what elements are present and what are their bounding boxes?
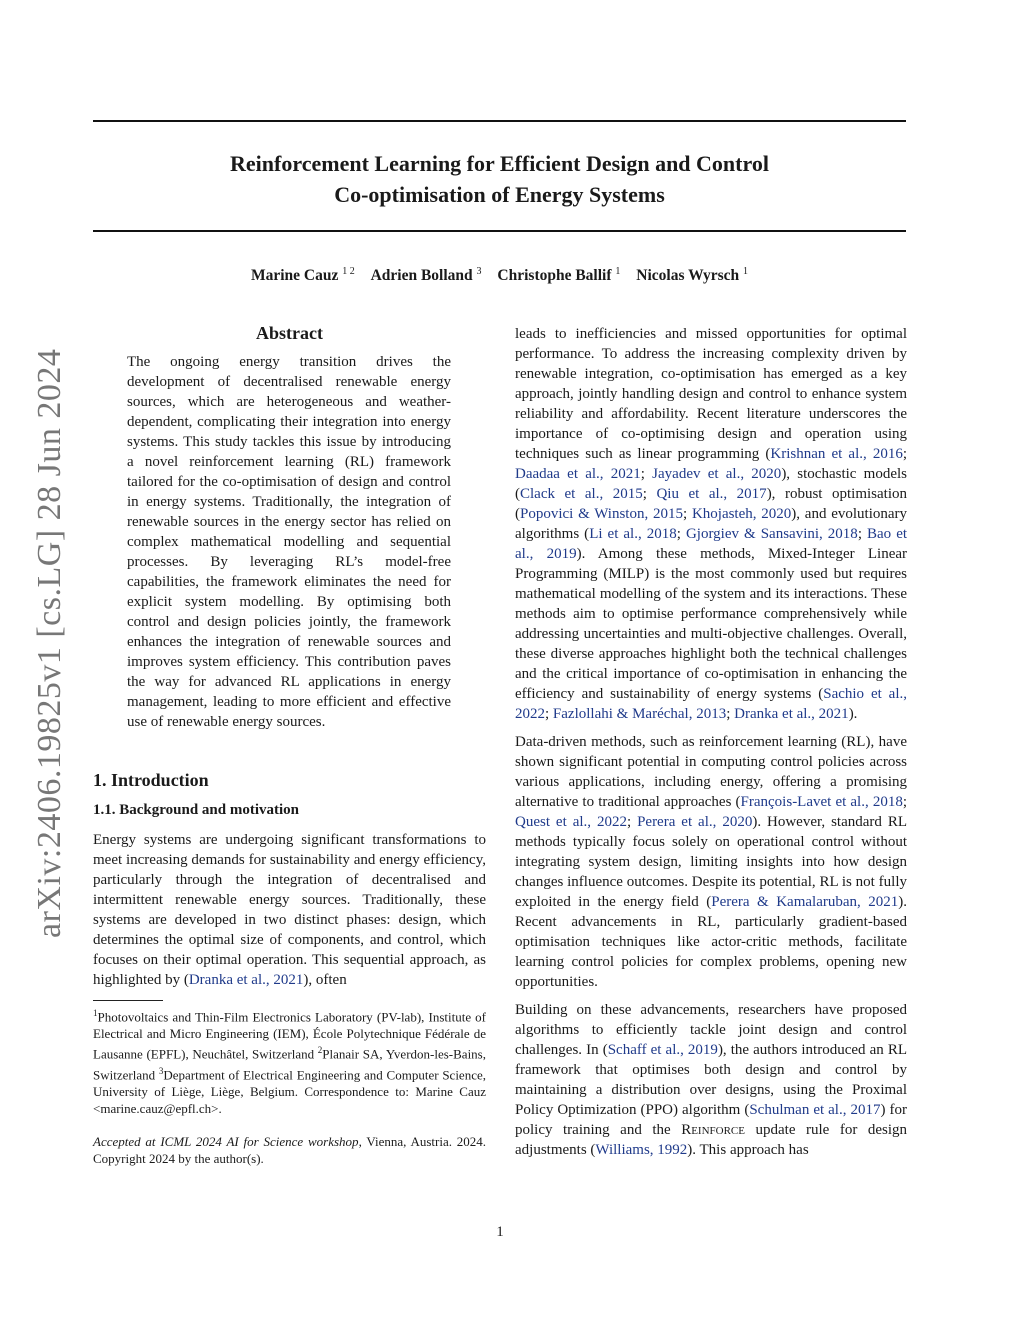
paragraph-text: ;: [545, 706, 553, 722]
paragraph-text: ), the authors introduced an RL framework that optimises both design and control by maintaining a distribution over designs, using the Proximal Policy Optimization (PPO) algorithm (: [515, 1042, 907, 1118]
paragraph-text: ). However, standard RL methods typically focus solely on operational control without integrating system design, limiting insights into how design changes influence outcomes. Despite its potential, RL is not fully exploited in the energy field (: [515, 814, 907, 910]
citation-link[interactable]: Bao et al., 2019: [515, 526, 908, 562]
citation-link[interactable]: Dranka et al., 2021: [188, 972, 304, 988]
paragraph-text: ;: [902, 446, 907, 462]
citation-link[interactable]: Clack et al., 2015: [520, 486, 643, 502]
paragraph-text: Energy systems are undergoing significant transformations to meet increasing demands for sustainability and energy efficiency, particularly through the integration of decentralised and intermittent renewable energy sources. Traditionally, these systems are developed in two distinct phases: design, which determines the optimal size of components, and control, which focuses on their optimal operation. This sequential approach, as highlighted by (: [93, 832, 486, 988]
arxiv-identifier-stamp: arXiv:2406.19825v1 [cs.LG] 28 Jun 2024: [31, 348, 68, 938]
citation-link[interactable]: Quest et al., 2022: [515, 814, 627, 830]
paragraph-text: Building on these advancements, researchers have proposed algorithms to efficiently tackle joint design and control challenges. In (: [515, 1002, 907, 1058]
author: [497, 267, 620, 284]
citation-link[interactable]: Khojasteh, 2020: [691, 506, 792, 522]
author-affiliation-mark: 1 2: [342, 266, 355, 277]
affiliation-text: Department of Electrical Engineering and Computer Science, University of Liège, Liège, Belgium. Correspondence to: Marine Cauz <marine.cauz@epfl.ch>.: [93, 1066, 486, 1116]
title-line-1: Reinforcement Learning for Efficient Design and Control: [230, 151, 769, 176]
citation-link[interactable]: Krishnan et al., 2016: [770, 446, 903, 462]
paragraph-text: ). Recent advancements in RL, particularly gradient-based optimisation techniques like actor-critic methods, facilitate learning control policies for complex problems, opening new opportunities.: [515, 894, 907, 990]
author: [636, 267, 748, 284]
venue-details: , Vienna, Austria. 2024. Copyright 2024 by the author(s).: [93, 1133, 487, 1166]
body-paragraph: [515, 732, 907, 992]
subsection-heading-background: 1.1. Background and motivation: [93, 802, 300, 818]
paragraph-text: update rule for design adjustments (: [515, 1122, 907, 1158]
citation-link[interactable]: Gjorgiev & Sansavini, 2018: [685, 526, 858, 542]
section-heading-introduction: 1. Introduction: [93, 770, 209, 790]
body-paragraph: [515, 324, 907, 724]
footnote-mark: 1: [93, 1008, 98, 1018]
citation-link[interactable]: Schaff et al., 2019: [607, 1042, 718, 1058]
paragraph-text: ;: [642, 486, 657, 502]
citation-link[interactable]: Williams, 1992: [595, 1142, 688, 1158]
citation-link[interactable]: Schulman et al., 2017: [749, 1102, 881, 1118]
paper-title: [93, 148, 906, 210]
title-line-2: Co-optimisation of Energy Systems: [334, 182, 665, 207]
paragraph-text: ).: [848, 706, 858, 722]
left-column: [93, 320, 486, 1167]
author: [251, 267, 355, 284]
citation-link[interactable]: Perera et al., 2020: [637, 814, 753, 830]
citation-link[interactable]: François-Lavet et al., 2018: [740, 794, 903, 810]
citation-link[interactable]: Daadaa et al., 2021: [515, 466, 641, 482]
title-rule-bottom: [93, 230, 906, 232]
affiliation-text: Photovoltaics and Thin-Film Electronics Laboratory (PV-lab), Institute of Electrical and Micro Engineering (IEM), École Polytechnique Fédérale de Lausanne (EPFL), Neuchâtel, Switzerland: [93, 1009, 486, 1062]
citation-link[interactable]: Li et al., 2018: [589, 526, 677, 542]
paragraph-text: ), stochastic models (: [515, 466, 907, 502]
paragraph-text: ;: [640, 466, 653, 482]
paragraph-text: ;: [676, 526, 686, 542]
affiliation-footnote: [93, 1005, 486, 1117]
author: [371, 267, 482, 284]
citation-link[interactable]: Qiu et al., 2017: [656, 486, 767, 502]
author-list: [93, 266, 906, 285]
paragraph-text: ). Among these methods, Mixed-Integer Linear Programming (MILP) is the most commonly used but requires mathematical modelling of the system and its interactions. These methods aim to optimise performance comprehensively while addressing uncertainties and multi-objective challenges. Overall, these diverse approaches highlight both the technical challenges and the critical importance of co-optimisation in enhancing the efficiency and sustainability of energy systems (: [515, 546, 907, 702]
author-name: Christophe Ballif: [497, 267, 612, 285]
paragraph-text: ;: [902, 794, 907, 810]
right-column: [515, 324, 907, 1160]
author-affiliation-mark: 1: [743, 266, 749, 277]
citation-link[interactable]: Sachio et al., 2022: [515, 686, 907, 722]
page-number: 1: [496, 1224, 504, 1240]
paragraph-text: leads to inefficiencies and missed opportunities for optimal performance. To address the increasing complexity driven by renewable integration, co-optimisation has emerged as a key approach, jointly handling design and control to enhance system reliability and affordability. Recent literature underscores the importance of co-optimising design and operation using techniques such as linear programming (: [515, 326, 907, 462]
affiliation-text: Planair SA, Yverdon-les-Bains, Switzerland: [93, 1046, 486, 1082]
paragraph-text: ;: [626, 814, 638, 830]
citation-link[interactable]: Perera & Kamalaruban, 2021: [711, 894, 899, 910]
abstract-heading: Abstract: [256, 323, 323, 343]
footnote-rule: [93, 1000, 163, 1001]
paragraph-text: ) for policy training and the: [515, 1102, 907, 1138]
paragraph-text: ), often: [303, 972, 347, 988]
title-rule-top: [93, 120, 906, 122]
citation-link[interactable]: Popovici & Winston, 2015: [520, 506, 683, 522]
paragraph-text: ), robust optimisation (: [515, 486, 907, 522]
paragraph-text: ;: [857, 526, 868, 542]
author-name: Nicolas Wyrsch: [636, 267, 740, 285]
citation-link[interactable]: Dranka et al., 2021: [734, 706, 849, 722]
paragraph-text: ). This approach has: [687, 1142, 809, 1158]
venue-name: Accepted at ICML 2024 AI for Science workshop: [93, 1133, 359, 1149]
body-paragraph: [515, 1000, 907, 1160]
author-affiliation-mark: 1: [615, 266, 621, 277]
citation-link[interactable]: Fazlollahi & Maréchal, 2013: [552, 706, 727, 722]
author-name: Marine Cauz: [250, 267, 339, 285]
author-affiliation-mark: 3: [476, 266, 482, 277]
paragraph-text: ), and evolutionary algorithms (: [515, 506, 908, 542]
small-caps-term: Reinforce: [681, 1122, 745, 1138]
intro-paragraph: [93, 830, 486, 990]
paragraph-text: Data-driven methods, such as reinforcement learning (RL), have shown significant potential in computing control policies across various applications, including energy, offering a promising alternative to traditional approaches (: [515, 734, 907, 810]
citation-link[interactable]: Jayadev et al., 2020: [652, 466, 782, 482]
venue-note: [93, 1133, 486, 1167]
paragraph-text: ;: [726, 706, 735, 722]
footnote-mark: 3: [158, 1065, 164, 1076]
author-name: Adrien Bolland: [370, 267, 473, 285]
footnote-mark: 2: [317, 1045, 323, 1056]
abstract-text: The ongoing energy transition drives the development of decentralised renewable energy sources, which are heterogeneous and weather-dependent, complicating their integration into energy systems. This study tackles this issue by introducing a novel reinforcement learning (RL) framework tailored for the co-optimisation of design and control in energy systems. Traditionally, the integration of renewable sources in the energy sector has relied on complex mathematical modelling and sequential processes. By leveraging RL’s model-free capabilities, the framework eliminates the need for explicit system modelling. By optimising both control and design policies jointly, the framework enhances the integration of renewable sources and improves system efficiency. This contribution paves the way for advanced RL applications in energy management, leading to more efficient and effective use of renewable energy sources.: [127, 354, 451, 730]
paragraph-text: ;: [683, 506, 692, 522]
